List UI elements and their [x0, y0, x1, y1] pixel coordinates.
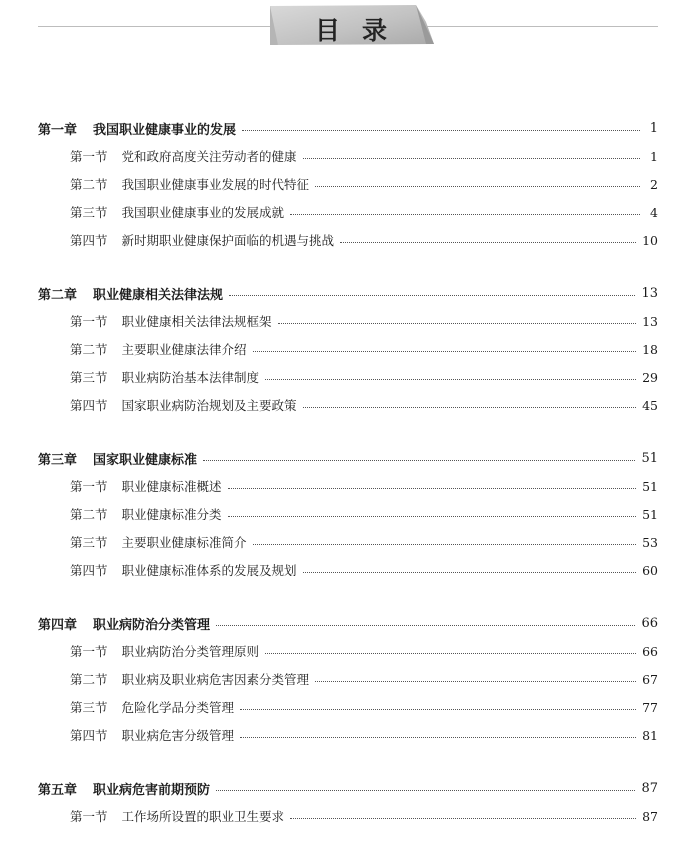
dot-leader	[242, 130, 640, 131]
section-title: 职业病危害分级管理	[121, 728, 235, 743]
chapter-title: 我国职业健康事业的发展	[93, 122, 237, 138]
section-entry[interactable]	[38, 556, 658, 584]
dot-leader	[240, 709, 636, 710]
chapter-title: 职业病危害前期预防	[93, 782, 211, 798]
chapter-entry[interactable]	[38, 279, 658, 307]
page-number: 81	[642, 727, 658, 743]
section-title: 职业病防治分类管理原则	[121, 644, 260, 659]
page-header	[0, 0, 686, 60]
section-title: 危险化学品分类管理	[121, 700, 235, 715]
dot-leader	[303, 572, 637, 573]
page-number: 4	[650, 204, 658, 220]
table-of-contents	[38, 114, 658, 855]
page-title: 目录	[314, 16, 409, 45]
section-number: 第四节	[70, 233, 108, 248]
section-number: 第一节	[70, 149, 108, 164]
section-number: 第二节	[70, 507, 108, 522]
dot-leader	[315, 681, 636, 682]
chapter-number: 第五章	[38, 782, 78, 798]
page-number: 2	[650, 176, 658, 192]
section-entry[interactable]	[38, 307, 658, 335]
section-title: 职业病及职业病危害因素分类管理	[121, 672, 310, 687]
section-title: 国家职业病防治规划及主要政策	[121, 398, 297, 413]
section-title: 职业健康标准概述	[121, 479, 222, 494]
section-number: 第四节	[70, 398, 108, 413]
dot-leader	[216, 790, 635, 791]
page-number: 13	[642, 313, 658, 329]
chapter-number: 第四章	[38, 617, 78, 633]
chapter-entry[interactable]	[38, 609, 658, 637]
dot-leader	[290, 214, 640, 215]
page-number: 29	[642, 369, 658, 385]
section-title: 工作场所设置的职业卫生要求	[121, 809, 285, 824]
chapter-block	[38, 609, 658, 749]
chapter-block	[38, 114, 658, 254]
section-title: 我国职业健康事业发展的时代特征	[121, 177, 310, 192]
section-number: 第四节	[70, 563, 108, 578]
title-banner	[266, 2, 436, 48]
chapter-block	[38, 279, 658, 419]
page-number: 66	[642, 643, 658, 659]
section-number: 第一节	[70, 809, 108, 824]
section-entry[interactable]	[38, 226, 658, 254]
section-title: 职业健康标准分类	[121, 507, 222, 522]
section-title: 主要职业健康标准简介	[121, 535, 247, 550]
section-entry[interactable]	[38, 391, 658, 419]
chapter-number: 第二章	[38, 287, 78, 303]
page-number: 1	[650, 148, 658, 164]
section-entry[interactable]	[38, 721, 658, 749]
section-entry[interactable]	[38, 528, 658, 556]
dot-leader	[278, 323, 637, 324]
dot-leader	[203, 460, 635, 461]
dot-leader	[228, 516, 637, 517]
chapter-entry[interactable]	[38, 774, 658, 802]
section-entry[interactable]	[38, 142, 658, 170]
page-number: 51	[642, 506, 658, 522]
section-entry[interactable]	[38, 472, 658, 500]
chapter-title: 国家职业健康标准	[93, 452, 198, 468]
chapter-title: 职业健康相关法律法规	[93, 287, 224, 303]
section-number: 第三节	[70, 700, 108, 715]
section-entry[interactable]	[38, 198, 658, 226]
chapter-block	[38, 774, 658, 830]
section-title: 我国职业健康事业的发展成就	[121, 205, 285, 220]
page-number: 87	[641, 780, 658, 796]
page-number: 18	[642, 341, 658, 357]
page-number: 66	[641, 615, 658, 631]
page-number: 51	[642, 478, 658, 494]
page-number: 60	[642, 562, 658, 578]
section-number: 第二节	[70, 342, 108, 357]
section-title: 职业病防治基本法律制度	[121, 370, 260, 385]
chapter-entry[interactable]	[38, 444, 658, 472]
dot-leader	[229, 295, 635, 296]
page-number: 87	[642, 808, 658, 824]
section-entry[interactable]	[38, 637, 658, 665]
section-entry[interactable]	[38, 500, 658, 528]
section-number: 第二节	[70, 177, 108, 192]
dot-leader	[240, 737, 636, 738]
dot-leader	[290, 818, 636, 819]
dot-leader	[303, 158, 640, 159]
section-entry[interactable]	[38, 170, 658, 198]
section-title: 主要职业健康法律介绍	[121, 342, 247, 357]
page-number: 45	[642, 397, 658, 413]
page-number: 13	[641, 285, 658, 301]
section-title: 党和政府高度关注劳动者的健康	[121, 149, 297, 164]
chapter-number: 第三章	[38, 452, 78, 468]
dot-leader	[340, 242, 636, 243]
section-number: 第二节	[70, 672, 108, 687]
chapter-title: 职业病防治分类管理	[93, 617, 211, 633]
page-number: 67	[642, 671, 658, 687]
section-number: 第一节	[70, 644, 108, 659]
section-number: 第三节	[70, 370, 108, 385]
dot-leader	[228, 488, 637, 489]
section-number: 第三节	[70, 205, 108, 220]
section-entry[interactable]	[38, 802, 658, 830]
section-title: 职业健康相关法律法规框架	[121, 314, 272, 329]
dot-leader	[315, 186, 640, 187]
section-entry[interactable]	[38, 363, 658, 391]
chapter-block	[38, 444, 658, 584]
section-entry[interactable]	[38, 665, 658, 693]
page-number: 77	[642, 699, 658, 715]
section-entry[interactable]	[38, 335, 658, 363]
section-number: 第四节	[70, 728, 108, 743]
section-number: 第三节	[70, 535, 108, 550]
page-number: 51	[641, 450, 658, 466]
dot-leader	[216, 625, 635, 626]
dot-leader	[253, 351, 637, 352]
dot-leader	[265, 653, 636, 654]
section-number: 第一节	[70, 314, 108, 329]
page-number: 10	[642, 232, 658, 248]
dot-leader	[253, 544, 637, 545]
page-number: 53	[642, 534, 658, 550]
section-title: 新时期职业健康保护面临的机遇与挑战	[121, 233, 335, 248]
chapter-number: 第一章	[38, 122, 78, 138]
page-number: 1	[649, 120, 658, 136]
section-number: 第一节	[70, 479, 108, 494]
chapter-entry[interactable]	[38, 114, 658, 142]
section-title: 职业健康标准体系的发展及规划	[121, 563, 297, 578]
dot-leader	[303, 407, 637, 408]
section-entry[interactable]	[38, 693, 658, 721]
dot-leader	[265, 379, 636, 380]
